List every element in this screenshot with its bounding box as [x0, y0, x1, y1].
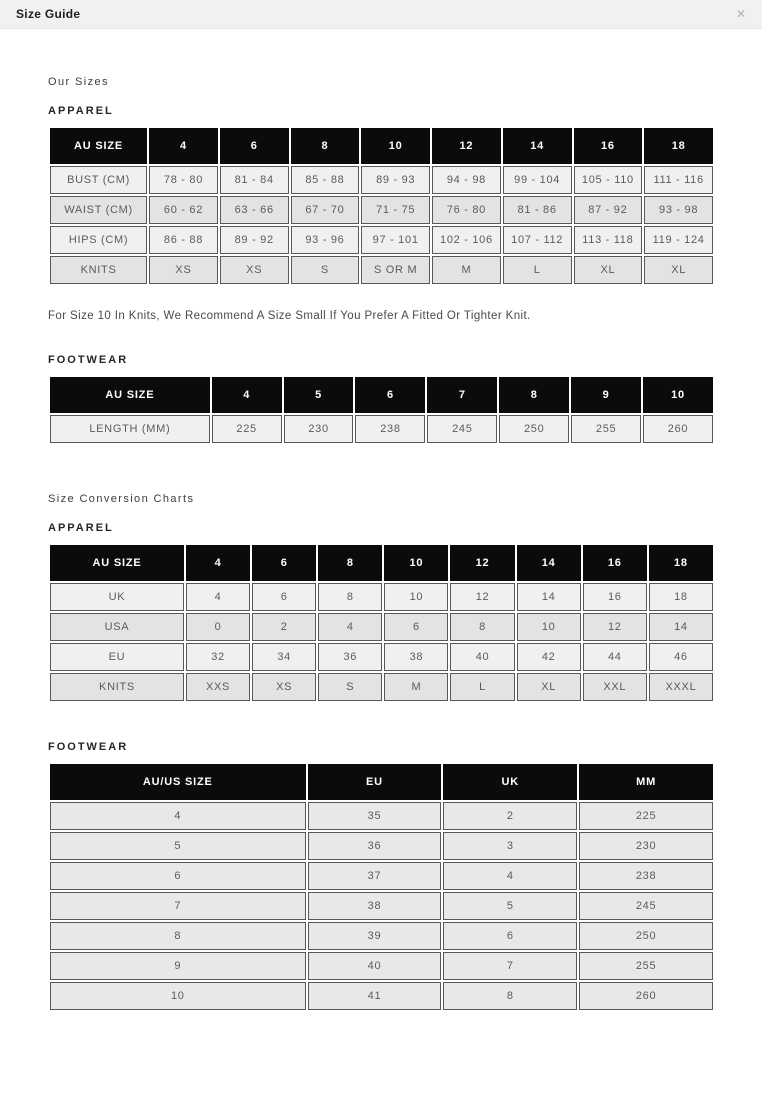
table-cell: 89 - 92: [220, 226, 289, 254]
table-cell: 81 - 86: [503, 196, 572, 224]
table-cell: USA: [50, 613, 184, 641]
table-row: [50, 832, 713, 860]
table-cell: 245: [579, 892, 713, 920]
column-header: 8: [499, 377, 569, 413]
table-cell: 10: [50, 982, 306, 1010]
apparel-sizes-label: APPAREL: [48, 105, 114, 117]
table-header-row: [50, 764, 713, 800]
footwear-sizes-label: FOOTWEAR: [48, 354, 129, 366]
column-header: 8: [291, 128, 360, 164]
table-cell: 238: [355, 415, 425, 443]
table-cell: 41: [308, 982, 442, 1010]
table-cell: 42: [517, 643, 581, 671]
table-row: [50, 613, 713, 641]
column-header: 18: [649, 545, 713, 581]
table-cell: 40: [308, 952, 442, 980]
column-header: 12: [432, 128, 501, 164]
table-cell: WAIST (CM): [50, 196, 147, 224]
apparel-conversion-label: APPAREL: [48, 522, 114, 534]
table-cell: LENGTH (MM): [50, 415, 210, 443]
column-header: 4: [149, 128, 218, 164]
table-cell: 111 - 116: [644, 166, 713, 194]
column-header: AU SIZE: [50, 128, 147, 164]
table-cell: 38: [308, 892, 442, 920]
table-cell: 5: [443, 892, 577, 920]
table-row: [50, 952, 713, 980]
table-cell: 7: [50, 892, 306, 920]
table-cell: 32: [186, 643, 250, 671]
table-cell: 119 - 124: [644, 226, 713, 254]
column-header: AU SIZE: [50, 377, 210, 413]
table-cell: 2: [443, 802, 577, 830]
table-cell: 87 - 92: [574, 196, 643, 224]
table-cell: 44: [583, 643, 647, 671]
table-cell: 6: [50, 862, 306, 890]
table-row: [50, 862, 713, 890]
table-cell: 102 - 106: [432, 226, 501, 254]
table-cell: 4: [443, 862, 577, 890]
table-cell: 86 - 88: [149, 226, 218, 254]
table-cell: XS: [149, 256, 218, 284]
table-cell: 4: [50, 802, 306, 830]
our-sizes-heading: Our Sizes: [48, 76, 109, 88]
table-row: [50, 802, 713, 830]
apparel-conversion-table: [48, 543, 715, 703]
column-header: 16: [574, 128, 643, 164]
column-header: MM: [579, 764, 713, 800]
column-header: AU/US SIZE: [50, 764, 306, 800]
table-row: [50, 226, 713, 254]
table-cell: 255: [579, 952, 713, 980]
table-cell: 230: [579, 832, 713, 860]
table-row: [50, 196, 713, 224]
table-row: [50, 922, 713, 950]
table-cell: 34: [252, 643, 316, 671]
table-cell: 10: [517, 613, 581, 641]
column-header: 10: [361, 128, 430, 164]
table-cell: 99 - 104: [503, 166, 572, 194]
knits-note: For Size 10 In Knits, We Recommend A Size Small If You Prefer A Fitted Or Tighter Knit.: [48, 310, 531, 322]
table-cell: 97 - 101: [361, 226, 430, 254]
table-cell: 63 - 66: [220, 196, 289, 224]
table-cell: XXS: [186, 673, 250, 701]
column-header: 10: [643, 377, 713, 413]
table-cell: 4: [186, 583, 250, 611]
table-cell: 250: [579, 922, 713, 950]
table-cell: 16: [583, 583, 647, 611]
footwear-conversion-table: [48, 762, 715, 1012]
table-cell: M: [384, 673, 448, 701]
table-cell: 36: [318, 643, 382, 671]
table-cell: S OR M: [361, 256, 430, 284]
table-cell: 78 - 80: [149, 166, 218, 194]
table-cell: 38: [384, 643, 448, 671]
column-header: 10: [384, 545, 448, 581]
size-conversion-heading: Size Conversion Charts: [48, 493, 195, 505]
table-cell: 230: [284, 415, 354, 443]
table-cell: XL: [644, 256, 713, 284]
table-cell: UK: [50, 583, 184, 611]
table-cell: 105 - 110: [574, 166, 643, 194]
table-cell: 76 - 80: [432, 196, 501, 224]
column-header: 4: [212, 377, 282, 413]
table-cell: 14: [517, 583, 581, 611]
table-cell: 3: [443, 832, 577, 860]
table-cell: 94 - 98: [432, 166, 501, 194]
table-cell: 8: [318, 583, 382, 611]
table-cell: XS: [252, 673, 316, 701]
table-cell: S: [318, 673, 382, 701]
table-cell: 12: [583, 613, 647, 641]
table-cell: XXXL: [649, 673, 713, 701]
table-cell: 238: [579, 862, 713, 890]
page-title: Size Guide: [16, 7, 81, 21]
table-row: [50, 415, 713, 443]
table-cell: EU: [50, 643, 184, 671]
column-header: 6: [355, 377, 425, 413]
dialog-header: [0, 0, 762, 29]
table-cell: KNITS: [50, 256, 147, 284]
table-cell: XL: [517, 673, 581, 701]
column-header: 14: [503, 128, 572, 164]
table-cell: 35: [308, 802, 442, 830]
table-cell: 0: [186, 613, 250, 641]
table-cell: 89 - 93: [361, 166, 430, 194]
table-cell: 5: [50, 832, 306, 860]
column-header: 16: [583, 545, 647, 581]
column-header: 8: [318, 545, 382, 581]
table-cell: 39: [308, 922, 442, 950]
table-row: [50, 982, 713, 1010]
column-header: EU: [308, 764, 442, 800]
column-header: 18: [644, 128, 713, 164]
table-cell: 40: [450, 643, 514, 671]
table-cell: 255: [571, 415, 641, 443]
table-row: [50, 583, 713, 611]
footwear-conversion-label: FOOTWEAR: [48, 741, 129, 753]
table-cell: 8: [450, 613, 514, 641]
column-header: 7: [427, 377, 497, 413]
table-cell: L: [450, 673, 514, 701]
apparel-sizes-table: [48, 126, 715, 286]
column-header: AU SIZE: [50, 545, 184, 581]
table-cell: 6: [443, 922, 577, 950]
table-cell: 46: [649, 643, 713, 671]
table-cell: 250: [499, 415, 569, 443]
table-cell: 225: [212, 415, 282, 443]
table-cell: 60 - 62: [149, 196, 218, 224]
close-icon[interactable]: ✕: [735, 7, 746, 21]
table-cell: 85 - 88: [291, 166, 360, 194]
table-cell: XXL: [583, 673, 647, 701]
table-cell: 2: [252, 613, 316, 641]
table-cell: 245: [427, 415, 497, 443]
table-cell: HIPS (CM): [50, 226, 147, 254]
table-cell: 93 - 96: [291, 226, 360, 254]
table-cell: 9: [50, 952, 306, 980]
table-cell: 4: [318, 613, 382, 641]
table-row: [50, 673, 713, 701]
table-cell: L: [503, 256, 572, 284]
table-cell: 225: [579, 802, 713, 830]
column-header: 9: [571, 377, 641, 413]
table-row: [50, 892, 713, 920]
table-cell: 37: [308, 862, 442, 890]
column-header: 14: [517, 545, 581, 581]
column-header: 12: [450, 545, 514, 581]
column-header: 5: [284, 377, 354, 413]
table-cell: 8: [50, 922, 306, 950]
table-cell: 260: [579, 982, 713, 1010]
table-cell: 7: [443, 952, 577, 980]
table-cell: 18: [649, 583, 713, 611]
table-cell: 107 - 112: [503, 226, 572, 254]
table-cell: 6: [384, 613, 448, 641]
table-cell: 67 - 70: [291, 196, 360, 224]
footwear-sizes-table: [48, 375, 715, 445]
table-row: [50, 166, 713, 194]
table-cell: BUST (CM): [50, 166, 147, 194]
column-header: 6: [220, 128, 289, 164]
table-cell: XS: [220, 256, 289, 284]
table-cell: S: [291, 256, 360, 284]
table-header-row: [50, 128, 713, 164]
table-cell: 12: [450, 583, 514, 611]
table-row: [50, 643, 713, 671]
table-row: [50, 256, 713, 284]
size-guide-content: [0, 76, 762, 1012]
column-header: 6: [252, 545, 316, 581]
table-cell: 10: [384, 583, 448, 611]
table-cell: XL: [574, 256, 643, 284]
table-cell: 36: [308, 832, 442, 860]
table-header-row: [50, 377, 713, 413]
table-cell: KNITS: [50, 673, 184, 701]
table-cell: 81 - 84: [220, 166, 289, 194]
table-cell: 113 - 118: [574, 226, 643, 254]
table-cell: M: [432, 256, 501, 284]
column-header: 4: [186, 545, 250, 581]
table-cell: 93 - 98: [644, 196, 713, 224]
table-cell: 8: [443, 982, 577, 1010]
table-cell: 6: [252, 583, 316, 611]
table-cell: 71 - 75: [361, 196, 430, 224]
table-cell: 14: [649, 613, 713, 641]
table-header-row: [50, 545, 713, 581]
table-cell: 260: [643, 415, 713, 443]
column-header: UK: [443, 764, 577, 800]
